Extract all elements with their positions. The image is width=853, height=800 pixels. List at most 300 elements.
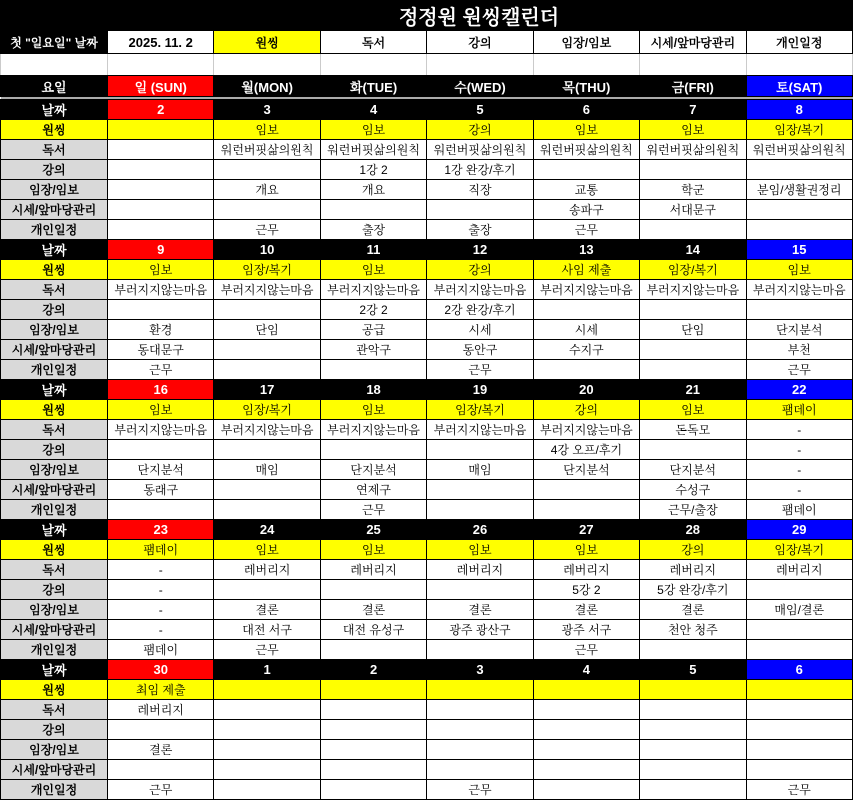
visit-row-label: 임장/임보 bbox=[1, 600, 108, 620]
price-cell[interactable]: 수지구 bbox=[533, 340, 639, 360]
visit-cell[interactable]: 매임 bbox=[427, 460, 533, 480]
onething-cell[interactable]: 임보 bbox=[427, 540, 533, 560]
lecture-cell[interactable] bbox=[320, 440, 426, 460]
onething-cell[interactable]: 임보 bbox=[320, 540, 426, 560]
onething-cell[interactable]: 임보 bbox=[108, 400, 214, 420]
dates-cell[interactable]: 20 bbox=[533, 380, 639, 400]
personal-cell[interactable] bbox=[746, 220, 852, 240]
day-header-thu: 목(THU) bbox=[533, 76, 639, 97]
week-1-price-row bbox=[1, 200, 853, 220]
reading-cell[interactable]: 부러지지않는마음 bbox=[533, 280, 639, 300]
personal-cell[interactable] bbox=[533, 780, 639, 800]
personal-cell[interactable] bbox=[640, 220, 746, 240]
reading-row-label: 독서 bbox=[1, 700, 108, 720]
visit-cell[interactable] bbox=[108, 180, 214, 200]
personal-cell[interactable]: 근무 bbox=[214, 220, 320, 240]
dates-cell[interactable]: 19 bbox=[427, 380, 533, 400]
price-cell[interactable]: - bbox=[746, 480, 852, 500]
onething-cell[interactable]: 임보 bbox=[320, 400, 426, 420]
price-cell[interactable] bbox=[320, 760, 426, 780]
reading-cell[interactable]: 레버리지 bbox=[746, 560, 852, 580]
onething-cell[interactable]: 임장/복기 bbox=[746, 120, 852, 140]
personal-cell[interactable] bbox=[640, 780, 746, 800]
personal-cell[interactable]: 근무 bbox=[746, 780, 852, 800]
onething-cell[interactable]: 강의 bbox=[427, 120, 533, 140]
spacer-row bbox=[1, 54, 853, 76]
dates-cell[interactable]: 28 bbox=[640, 520, 746, 540]
lecture-cell[interactable]: 2강 완강/후기 bbox=[427, 300, 533, 320]
price-row-label: 시세/앞마당관리 bbox=[1, 340, 108, 360]
personal-row-label: 개인일정 bbox=[1, 640, 108, 660]
personal-cell[interactable] bbox=[320, 360, 426, 380]
reading-cell[interactable]: - bbox=[108, 560, 214, 580]
price-cell[interactable]: 동래구 bbox=[108, 480, 214, 500]
dates-cell[interactable]: 4 bbox=[320, 100, 426, 120]
lecture-cell[interactable] bbox=[214, 300, 320, 320]
lecture-cell[interactable]: 5강 2 bbox=[533, 580, 639, 600]
lecture-row-label: 강의 bbox=[1, 440, 108, 460]
onething-cell[interactable]: 임보 bbox=[746, 260, 852, 280]
price-cell[interactable] bbox=[533, 760, 639, 780]
price-cell[interactable] bbox=[533, 480, 639, 500]
personal-cell[interactable]: 근무 bbox=[746, 360, 852, 380]
reading-cell[interactable]: 부러지지않는마음 bbox=[214, 420, 320, 440]
visit-cell[interactable]: 시세 bbox=[533, 320, 639, 340]
dates-cell[interactable]: 4 bbox=[533, 660, 639, 680]
lecture-cell[interactable] bbox=[746, 720, 852, 740]
week-2-personal-row bbox=[1, 360, 853, 380]
onething-cell[interactable]: 임장/복기 bbox=[427, 400, 533, 420]
price-cell[interactable]: 연제구 bbox=[320, 480, 426, 500]
week-2-reading-row bbox=[1, 280, 853, 300]
onething-cell[interactable]: 임장/복기 bbox=[640, 260, 746, 280]
personal-cell[interactable]: 근무/출장 bbox=[640, 500, 746, 520]
price-cell[interactable]: 관악구 bbox=[320, 340, 426, 360]
dates-cell[interactable]: 30 bbox=[108, 660, 214, 680]
personal-cell[interactable] bbox=[533, 500, 639, 520]
lecture-cell[interactable]: 4강 오프/후기 bbox=[533, 440, 639, 460]
visit-cell[interactable]: 공급 bbox=[320, 320, 426, 340]
dates-cell[interactable]: 6 bbox=[746, 660, 852, 680]
reading-cell[interactable]: 레버리지 bbox=[427, 560, 533, 580]
week-1-reading-row bbox=[1, 140, 853, 160]
lecture-cell[interactable] bbox=[214, 580, 320, 600]
dates-cell[interactable]: 12 bbox=[427, 240, 533, 260]
lecture-cell[interactable]: 5강 완강/후기 bbox=[640, 580, 746, 600]
reading-cell[interactable]: 부러지지않는마음 bbox=[746, 280, 852, 300]
personal-cell[interactable] bbox=[746, 640, 852, 660]
personal-cell[interactable]: 출장 bbox=[320, 220, 426, 240]
personal-cell[interactable] bbox=[533, 360, 639, 380]
personal-cell[interactable] bbox=[214, 500, 320, 520]
visit-cell[interactable]: - bbox=[108, 600, 214, 620]
dates-cell[interactable]: 26 bbox=[427, 520, 533, 540]
category-price: 시세/앞마당관리 bbox=[640, 31, 746, 54]
week-2-lecture-row bbox=[1, 300, 853, 320]
reading-cell[interactable]: 레버리지 bbox=[320, 560, 426, 580]
reading-cell[interactable]: 부러지지않는마음 bbox=[533, 420, 639, 440]
day-header-sun: 일 (SUN) bbox=[108, 76, 214, 97]
week-5-onething-row bbox=[1, 680, 853, 700]
lecture-row-label: 강의 bbox=[1, 300, 108, 320]
personal-cell[interactable]: 팸데이 bbox=[746, 500, 852, 520]
week-3-lecture-row bbox=[1, 440, 853, 460]
price-cell[interactable] bbox=[214, 760, 320, 780]
lecture-cell[interactable]: - bbox=[108, 580, 214, 600]
week-4-visit-row bbox=[1, 600, 853, 620]
week-3-visit-row bbox=[1, 460, 853, 480]
price-cell[interactable] bbox=[427, 480, 533, 500]
dates-cell[interactable]: 17 bbox=[214, 380, 320, 400]
onething-cell[interactable]: 임장/복기 bbox=[214, 400, 320, 420]
week-1-lecture-row bbox=[1, 160, 853, 180]
price-cell[interactable] bbox=[214, 480, 320, 500]
price-cell[interactable]: 송파구 bbox=[533, 200, 639, 220]
onething-cell[interactable] bbox=[108, 120, 214, 140]
price-cell[interactable]: 서대문구 bbox=[640, 200, 746, 220]
onething-cell[interactable]: 임장/복기 bbox=[214, 260, 320, 280]
personal-cell[interactable]: 팸데이 bbox=[108, 640, 214, 660]
visit-cell[interactable] bbox=[214, 740, 320, 760]
onething-cell[interactable]: 임보 bbox=[533, 540, 639, 560]
visit-cell[interactable]: 매임 bbox=[214, 460, 320, 480]
onething-cell[interactable]: 임보 bbox=[214, 120, 320, 140]
reading-cell[interactable]: - bbox=[746, 420, 852, 440]
reading-cell[interactable]: 워런버핏삶의원칙 bbox=[427, 140, 533, 160]
visit-cell[interactable]: 결론 bbox=[427, 600, 533, 620]
visit-row-label: 임장/임보 bbox=[1, 180, 108, 200]
day-header-fri: 금(FRI) bbox=[640, 76, 746, 97]
price-cell[interactable]: 동안구 bbox=[427, 340, 533, 360]
price-cell[interactable]: 대전 서구 bbox=[214, 620, 320, 640]
personal-cell[interactable] bbox=[214, 780, 320, 800]
lecture-cell[interactable] bbox=[214, 160, 320, 180]
price-cell[interactable] bbox=[746, 620, 852, 640]
reading-cell[interactable] bbox=[320, 700, 426, 720]
lecture-row-label: 강의 bbox=[1, 580, 108, 600]
reading-row-label: 독서 bbox=[1, 560, 108, 580]
dates-cell[interactable]: 3 bbox=[214, 100, 320, 120]
lecture-cell[interactable]: 1강 완강/후기 bbox=[427, 160, 533, 180]
dates-cell[interactable]: 21 bbox=[640, 380, 746, 400]
dates-cell[interactable]: 5 bbox=[427, 100, 533, 120]
visit-cell[interactable] bbox=[320, 740, 426, 760]
week-4-reading-row bbox=[1, 560, 853, 580]
onething-cell[interactable]: 팸데이 bbox=[108, 540, 214, 560]
onething-cell[interactable]: 사임 제출 bbox=[533, 260, 639, 280]
spacer-cell bbox=[640, 54, 746, 76]
reading-cell[interactable]: 워런버핏삶의원칙 bbox=[640, 140, 746, 160]
lecture-cell[interactable] bbox=[746, 300, 852, 320]
personal-row-label: 개인일정 bbox=[1, 220, 108, 240]
price-cell[interactable] bbox=[746, 200, 852, 220]
lecture-cell[interactable] bbox=[214, 720, 320, 740]
visit-cell[interactable]: 환경 bbox=[108, 320, 214, 340]
dates-cell[interactable]: 29 bbox=[746, 520, 852, 540]
visit-cell[interactable] bbox=[640, 740, 746, 760]
reading-cell[interactable]: 레버리지 bbox=[214, 560, 320, 580]
reading-cell[interactable] bbox=[533, 700, 639, 720]
week-4-lecture-row bbox=[1, 580, 853, 600]
reading-cell[interactable]: 워런버핏삶의원칙 bbox=[320, 140, 426, 160]
onething-cell[interactable] bbox=[427, 680, 533, 700]
onething-cell[interactable]: 임보 bbox=[320, 120, 426, 140]
onething-cell[interactable]: 임보 bbox=[640, 120, 746, 140]
onething-cell[interactable]: 강의 bbox=[640, 540, 746, 560]
price-cell[interactable] bbox=[320, 200, 426, 220]
onething-cell[interactable]: 강의 bbox=[427, 260, 533, 280]
week-4-onething-row bbox=[1, 540, 853, 560]
onething-cell[interactable] bbox=[533, 680, 639, 700]
onething-row-label: 원씽 bbox=[1, 540, 108, 560]
first-sunday-date-cell[interactable]: 2025. 11. 2 bbox=[108, 31, 214, 54]
visit-cell[interactable]: 개요 bbox=[320, 180, 426, 200]
lecture-cell[interactable] bbox=[427, 440, 533, 460]
lecture-cell[interactable] bbox=[640, 300, 746, 320]
price-cell[interactable]: 부천 bbox=[746, 340, 852, 360]
onething-cell[interactable]: 임보 bbox=[214, 540, 320, 560]
personal-cell[interactable]: 근무 bbox=[533, 220, 639, 240]
visit-cell[interactable]: 단임 bbox=[640, 320, 746, 340]
reading-cell[interactable]: 워런버핏삶의원칙 bbox=[214, 140, 320, 160]
price-cell[interactable]: 천안 청주 bbox=[640, 620, 746, 640]
reading-cell[interactable]: 레버리지 bbox=[108, 700, 214, 720]
week-2-visit-row bbox=[1, 320, 853, 340]
personal-cell[interactable] bbox=[640, 640, 746, 660]
visit-cell[interactable]: 학군 bbox=[640, 180, 746, 200]
personal-cell[interactable]: 근무 bbox=[108, 780, 214, 800]
price-cell[interactable] bbox=[640, 760, 746, 780]
visit-cell[interactable]: 결론 bbox=[214, 600, 320, 620]
personal-cell[interactable] bbox=[108, 500, 214, 520]
price-cell[interactable]: 광주 광산구 bbox=[427, 620, 533, 640]
price-cell[interactable] bbox=[214, 340, 320, 360]
visit-cell[interactable]: 매임/결론 bbox=[746, 600, 852, 620]
reading-cell[interactable]: 부러지지않는마음 bbox=[427, 280, 533, 300]
lecture-cell[interactable]: 1강 2 bbox=[320, 160, 426, 180]
personal-cell[interactable]: 근무 bbox=[108, 360, 214, 380]
personal-cell[interactable] bbox=[640, 360, 746, 380]
reading-cell[interactable] bbox=[746, 700, 852, 720]
visit-cell[interactable]: - bbox=[746, 460, 852, 480]
visit-cell[interactable]: 결론 bbox=[640, 600, 746, 620]
first-sunday-label: 첫 "일요일" 날짜 bbox=[1, 31, 108, 54]
lecture-cell[interactable] bbox=[108, 300, 214, 320]
lecture-cell[interactable] bbox=[533, 160, 639, 180]
dates-cell[interactable]: 23 bbox=[108, 520, 214, 540]
onething-cell[interactable]: 최임 제출 bbox=[108, 680, 214, 700]
dates-cell[interactable]: 3 bbox=[427, 660, 533, 680]
dates-row-label: 날짜 bbox=[1, 100, 108, 120]
dates-cell[interactable]: 15 bbox=[746, 240, 852, 260]
spacer-cell bbox=[746, 54, 852, 76]
personal-cell[interactable] bbox=[320, 780, 426, 800]
price-row-label: 시세/앞마당관리 bbox=[1, 200, 108, 220]
lecture-cell[interactable] bbox=[320, 720, 426, 740]
onething-cell[interactable] bbox=[320, 680, 426, 700]
reading-cell[interactable] bbox=[640, 700, 746, 720]
price-cell[interactable] bbox=[108, 200, 214, 220]
onething-cell[interactable]: 임보 bbox=[640, 400, 746, 420]
onething-cell[interactable]: 임장/복기 bbox=[746, 540, 852, 560]
dates-cell[interactable]: 8 bbox=[746, 100, 852, 120]
lecture-cell[interactable] bbox=[108, 160, 214, 180]
dates-cell[interactable]: 16 bbox=[108, 380, 214, 400]
week-3-dates-row bbox=[1, 380, 853, 400]
reading-row-label: 독서 bbox=[1, 140, 108, 160]
lecture-cell[interactable] bbox=[746, 580, 852, 600]
lecture-cell[interactable] bbox=[640, 160, 746, 180]
onething-cell[interactable] bbox=[640, 680, 746, 700]
dates-cell[interactable]: 11 bbox=[320, 240, 426, 260]
visit-cell[interactable] bbox=[746, 740, 852, 760]
dates-cell[interactable]: 2 bbox=[108, 100, 214, 120]
visit-cell[interactable] bbox=[533, 740, 639, 760]
reading-cell[interactable] bbox=[214, 700, 320, 720]
dates-cell[interactable]: 14 bbox=[640, 240, 746, 260]
visit-cell[interactable]: 결론 bbox=[320, 600, 426, 620]
reading-cell[interactable]: 워런버핏삶의원칙 bbox=[533, 140, 639, 160]
category-visit: 임장/임보 bbox=[533, 31, 639, 54]
reading-cell[interactable]: 부러지지않는마음 bbox=[108, 280, 214, 300]
dates-cell[interactable]: 25 bbox=[320, 520, 426, 540]
dates-cell[interactable]: 7 bbox=[640, 100, 746, 120]
dates-cell[interactable]: 24 bbox=[214, 520, 320, 540]
lecture-cell[interactable]: - bbox=[746, 440, 852, 460]
week-1-onething-row bbox=[1, 120, 853, 140]
onething-cell[interactable]: 임보 bbox=[320, 260, 426, 280]
dates-cell[interactable]: 13 bbox=[533, 240, 639, 260]
price-cell[interactable] bbox=[214, 200, 320, 220]
price-cell[interactable] bbox=[108, 760, 214, 780]
visit-cell[interactable]: 분임/생활권정리 bbox=[746, 180, 852, 200]
dates-cell[interactable]: 22 bbox=[746, 380, 852, 400]
reading-cell[interactable]: 워런버핏삶의원칙 bbox=[746, 140, 852, 160]
dates-cell[interactable]: 5 bbox=[640, 660, 746, 680]
visit-cell[interactable]: 단지분석 bbox=[640, 460, 746, 480]
reading-cell[interactable]: 부러지지않는마음 bbox=[427, 420, 533, 440]
price-cell[interactable]: - bbox=[108, 620, 214, 640]
onething-cell[interactable]: 임보 bbox=[533, 120, 639, 140]
lecture-row-label: 강의 bbox=[1, 720, 108, 740]
reading-cell[interactable]: 부러지지않는마음 bbox=[320, 420, 426, 440]
price-cell[interactable]: 광주 서구 bbox=[533, 620, 639, 640]
lecture-cell[interactable] bbox=[533, 300, 639, 320]
visit-cell[interactable]: 개요 bbox=[214, 180, 320, 200]
visit-cell[interactable]: 시세 bbox=[427, 320, 533, 340]
lecture-cell[interactable] bbox=[427, 580, 533, 600]
lecture-cell[interactable] bbox=[320, 580, 426, 600]
dates-row-label: 날짜 bbox=[1, 520, 108, 540]
lecture-cell[interactable] bbox=[640, 720, 746, 740]
personal-cell[interactable] bbox=[108, 220, 214, 240]
price-cell[interactable]: 동대문구 bbox=[108, 340, 214, 360]
reading-cell[interactable] bbox=[427, 700, 533, 720]
onething-cell[interactable] bbox=[214, 680, 320, 700]
week-5-visit-row bbox=[1, 740, 853, 760]
dates-cell[interactable]: 6 bbox=[533, 100, 639, 120]
price-cell[interactable] bbox=[746, 760, 852, 780]
day-header-label: 요일 bbox=[1, 76, 108, 97]
personal-cell[interactable] bbox=[427, 640, 533, 660]
price-cell[interactable] bbox=[640, 340, 746, 360]
lecture-cell[interactable] bbox=[108, 720, 214, 740]
dates-cell[interactable]: 1 bbox=[214, 660, 320, 680]
category-personal: 개인일정 bbox=[746, 31, 852, 54]
reading-cell[interactable]: 부러지지않는마음 bbox=[640, 280, 746, 300]
spacer-cell bbox=[214, 54, 320, 76]
visit-cell[interactable]: 교통 bbox=[533, 180, 639, 200]
price-cell[interactable] bbox=[427, 200, 533, 220]
visit-cell[interactable]: 결론 bbox=[533, 600, 639, 620]
onething-cell[interactable]: 강의 bbox=[533, 400, 639, 420]
price-cell[interactable] bbox=[427, 760, 533, 780]
lecture-cell[interactable] bbox=[214, 440, 320, 460]
reading-cell[interactable] bbox=[108, 140, 214, 160]
personal-cell[interactable] bbox=[427, 500, 533, 520]
reading-cell[interactable]: 부러지지않는마음 bbox=[320, 280, 426, 300]
week-3-reading-row bbox=[1, 420, 853, 440]
week-5-dates-row bbox=[1, 660, 853, 680]
week-1-personal-row bbox=[1, 220, 853, 240]
visit-cell[interactable]: 직장 bbox=[427, 180, 533, 200]
reading-cell[interactable]: 돈독모 bbox=[640, 420, 746, 440]
personal-cell[interactable]: 출장 bbox=[427, 220, 533, 240]
dates-cell[interactable]: 9 bbox=[108, 240, 214, 260]
visit-cell[interactable]: 단지분석 bbox=[320, 460, 426, 480]
personal-cell[interactable] bbox=[320, 640, 426, 660]
reading-cell[interactable]: 레버리지 bbox=[640, 560, 746, 580]
lecture-cell[interactable] bbox=[746, 160, 852, 180]
price-cell[interactable]: 대전 유성구 bbox=[320, 620, 426, 640]
personal-cell[interactable]: 근무 bbox=[320, 500, 426, 520]
onething-cell[interactable]: 임보 bbox=[108, 260, 214, 280]
week-3-personal-row bbox=[1, 500, 853, 520]
reading-cell[interactable]: 부러지지않는마음 bbox=[214, 280, 320, 300]
onething-cell[interactable]: 팸데이 bbox=[746, 400, 852, 420]
lecture-cell[interactable] bbox=[640, 440, 746, 460]
visit-cell[interactable]: 결론 bbox=[108, 740, 214, 760]
personal-cell[interactable]: 근무 bbox=[214, 640, 320, 660]
lecture-cell[interactable] bbox=[108, 440, 214, 460]
reading-cell[interactable]: 부러지지않는마음 bbox=[108, 420, 214, 440]
lecture-cell[interactable] bbox=[427, 720, 533, 740]
week-4-dates-row bbox=[1, 520, 853, 540]
personal-cell[interactable] bbox=[214, 360, 320, 380]
visit-cell[interactable]: 단지분석 bbox=[108, 460, 214, 480]
reading-cell[interactable]: 레버리지 bbox=[533, 560, 639, 580]
visit-cell[interactable] bbox=[427, 740, 533, 760]
onething-cell[interactable] bbox=[746, 680, 852, 700]
personal-cell[interactable]: 근무 bbox=[533, 640, 639, 660]
reading-row-label: 독서 bbox=[1, 280, 108, 300]
lecture-cell[interactable]: 2강 2 bbox=[320, 300, 426, 320]
personal-cell[interactable]: 근무 bbox=[427, 360, 533, 380]
category-lecture: 강의 bbox=[427, 31, 533, 54]
dates-cell[interactable]: 18 bbox=[320, 380, 426, 400]
dates-cell[interactable]: 2 bbox=[320, 660, 426, 680]
visit-cell[interactable]: 단지분석 bbox=[533, 460, 639, 480]
dates-cell[interactable]: 27 bbox=[533, 520, 639, 540]
dates-cell[interactable]: 10 bbox=[214, 240, 320, 260]
title-row bbox=[1, 1, 853, 31]
visit-cell[interactable]: 단지분석 bbox=[746, 320, 852, 340]
price-row-label: 시세/앞마당관리 bbox=[1, 760, 108, 780]
personal-cell[interactable]: 근무 bbox=[427, 780, 533, 800]
price-cell[interactable]: 수성구 bbox=[640, 480, 746, 500]
visit-cell[interactable]: 단임 bbox=[214, 320, 320, 340]
lecture-cell[interactable] bbox=[533, 720, 639, 740]
